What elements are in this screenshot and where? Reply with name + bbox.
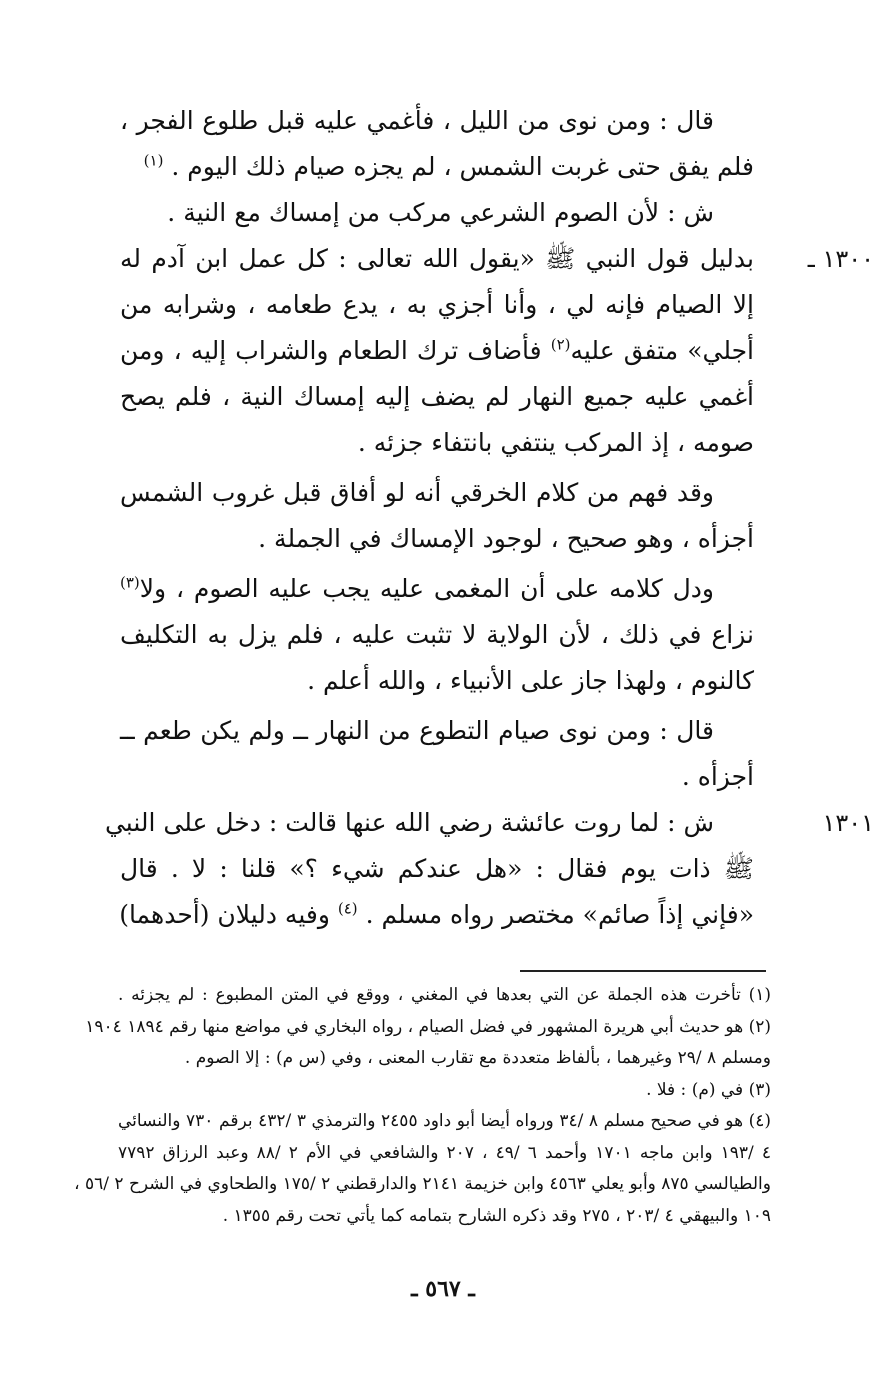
text-line: أغمي عليه جميع النهار لم يضف إليه إمساك النية ، فلم يصح bbox=[120, 382, 754, 411]
text-line: ١٣٠١ ش : لما روت عائشة رضي الله عنها قالت : دخل على النبي bbox=[120, 800, 754, 846]
text-line: ﷺ ذات يوم فقال : «هل عندكم شيء ؟» قلنا : لا . قال bbox=[120, 854, 754, 883]
issue-number: ١٣٠١ bbox=[822, 809, 874, 837]
text-line: «فإني إذاً صائم» مختصر رواه مسلم . $^{(٤)}$ وفيه دليلان (أحدهما) bbox=[119, 899, 754, 929]
text-line: كالنوم ، ولهذا جاز على الأنبياء ، والله أعلم . bbox=[307, 666, 754, 695]
text-line: فلم يفق حتى غربت الشمس ، لم يجزه صيام ذلك اليوم . $^{(١)}$ bbox=[143, 151, 754, 181]
text-line: قال : ومن نوى صيام التطوع من النهار ــ ولم يكن طعم ــ bbox=[120, 716, 714, 745]
text-line: ١٣٠٠ ـ بدليل قول النبي ﷺ «يقول الله تعالى : كل عمل ابن آدم له bbox=[120, 236, 754, 282]
footnote: والطيالسي ٨٧٥ وأبو يعلي ٤٥٦٣ وابن خزيمة ٢١٤١ والدارقطني ٢ /١٧٥ والطحاوي في الشرح ٢ /٥٦ ، bbox=[74, 1174, 771, 1194]
text-line: قال : ومن نوى من الليل ، فأغمي عليه قبل طلوع الفجر ، bbox=[120, 106, 714, 135]
footnote: ١٠٩ والبيهقي ٤ /٢٠٣ ، ٢٧٥ وقد ذكره الشارح بتمامه كما يأتي تحت رقم ١٣٥٥ . bbox=[222, 1205, 771, 1226]
text-line: صومه ، إذ المركب ينتفي بانتفاء جزئه . bbox=[357, 428, 754, 457]
text-line: أجزأه . bbox=[681, 762, 754, 791]
text-line: أجلي» متفق عليه$^{(٢)}$ فأضاف ترك الطعام والشراب إليه ، ومن bbox=[120, 335, 755, 365]
issue-number: ١٣٠٠ ـ bbox=[807, 245, 874, 273]
footnote-ref: (٣) bbox=[120, 573, 140, 592]
text-line: نزاع في ذلك ، لأن الولاية لا تثبت عليه ، فلم يزل به التكليف bbox=[120, 620, 754, 649]
footnote-divider bbox=[520, 970, 766, 972]
footnote: (٤) هو في صحيح مسلم ٨ /٣٤ ورواه أيضا أبو داود ٢٤٥٥ والترمذي ٣ /٤٣٢ برقم ٧٣٠ والنسائي bbox=[118, 1111, 772, 1131]
footnote-ref: (٢) bbox=[550, 335, 571, 354]
footnote: (٣) في (م) : فلا . bbox=[646, 1079, 771, 1100]
footnote: (١) تأخرت هذه الجملة عن التي بعدها في المغني ، ووقع في المتن المطبوع : لم يجزئه . bbox=[118, 985, 771, 1005]
text-line: وقد فهم من كلام الخرقي أنه لو أفاق قبل غروب الشمس bbox=[120, 478, 714, 507]
footnote: (٢) هو حديث أبي هريرة المشهور في فضل الصيام ، رواه البخاري في مواضع منها رقم ١٨٩٤ ١٩٠٤ bbox=[85, 1016, 771, 1037]
footnote-ref: (١) bbox=[143, 151, 164, 170]
text-line: أجزأه ، وهو صحيح ، لوجود الإمساك في الجملة . bbox=[258, 524, 754, 553]
footnotes bbox=[74, 980, 772, 1232]
main-text bbox=[104, 98, 874, 938]
text-line: ودل كلامه على أن المغمى عليه يجب عليه الصوم ، ولا$^{(٣)}$ bbox=[120, 573, 714, 603]
text-line: إلا الصيام فإنه لي ، وأنا أجزي به ، يدع طعامه ، وشرابه من bbox=[120, 290, 754, 319]
page-number: ـ ٥٦٧ ـ bbox=[411, 1276, 475, 1302]
footnote: ٤ /١٩٣ وابن ماجه ١٧٠١ وأحمد ٦ /٤٩ ، ٢٠٧ والشافعي في الأم ٢ /٨٨ وعبد الرزاق ٧٧٩٢ bbox=[118, 1142, 772, 1163]
footnote: ومسلم ٨ /٢٩ وغيرهما ، بألفاظ متعددة مع تقارب المعنى ، وفي (س م) : إلا الصوم . bbox=[184, 1048, 771, 1068]
text-line: ش : لأن الصوم الشرعي مركب من إمساك مع النية . bbox=[167, 198, 714, 227]
footnote-ref: (٤) bbox=[337, 899, 358, 918]
